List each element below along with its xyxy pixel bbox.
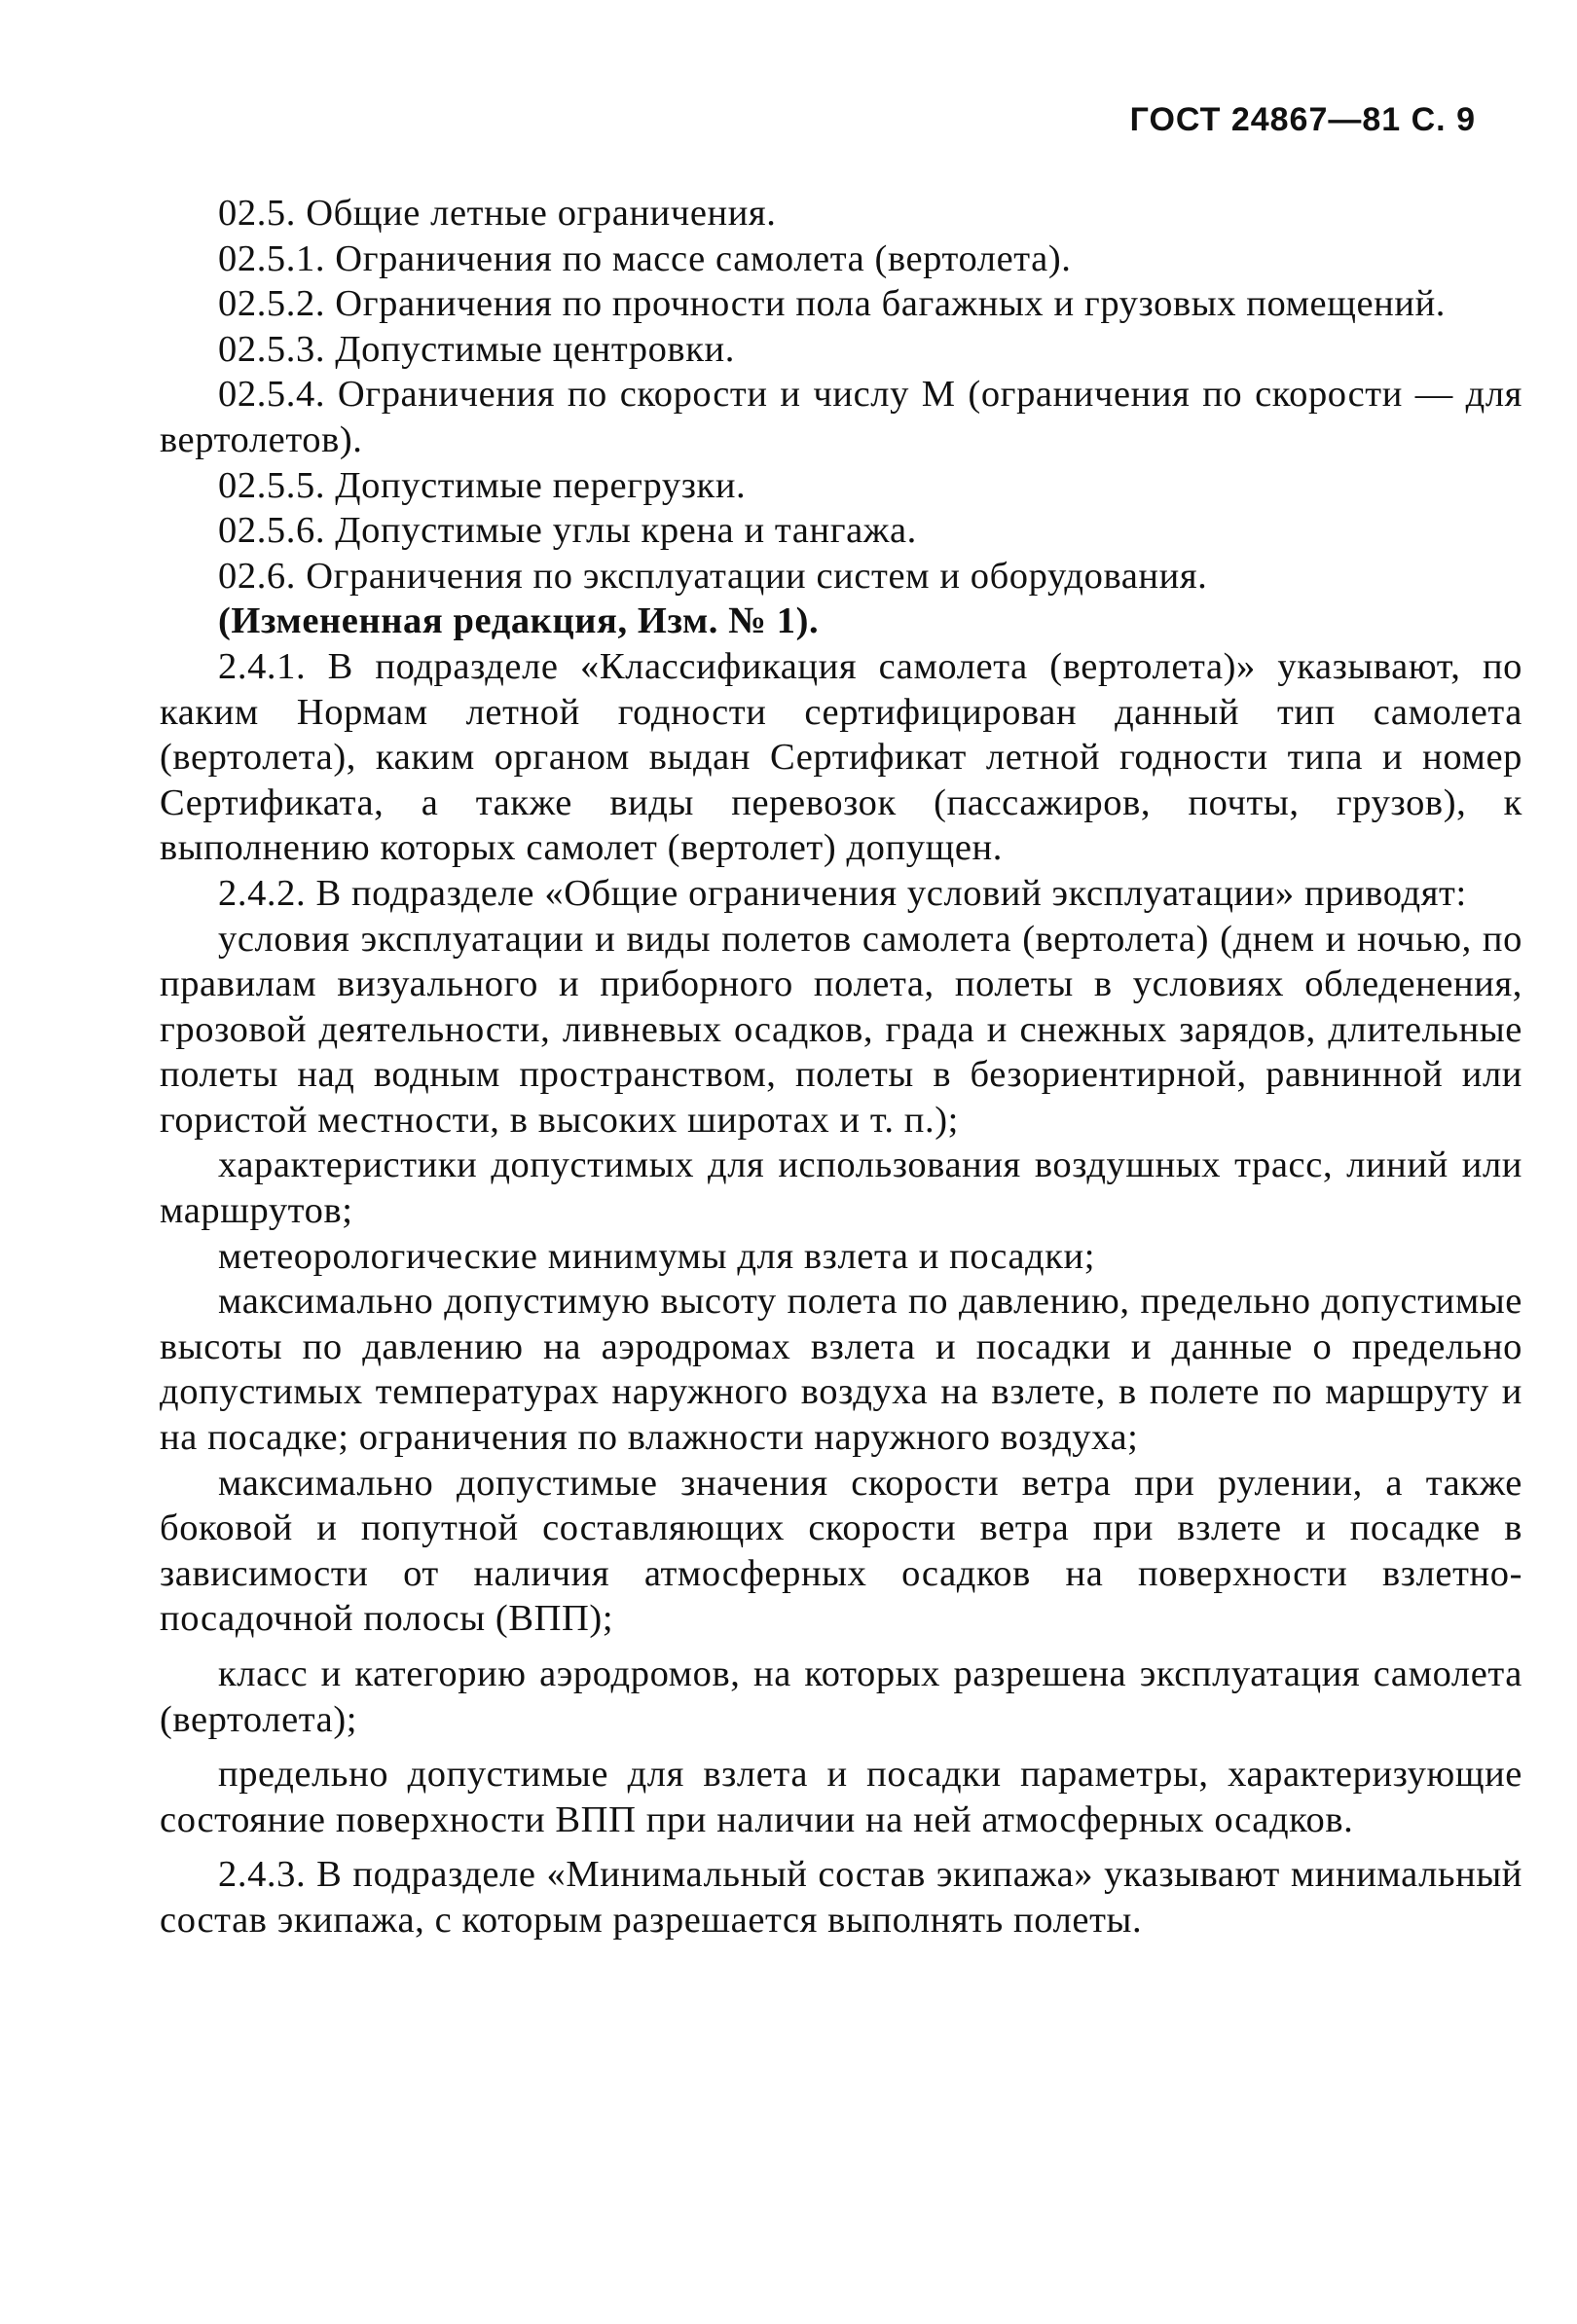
clause-2-4-1: 2.4.1. В подразделе «Классификация самолета (вертолета)» указывают, по каким Нормам летной годности сертифицирован данный тип самолета (вертолета), каким органом выдан Сертификат летной годности типа и номер Сертификата, а также виды перевозок (пассажиров, почты, грузов), к выполнению которых самолет (вертолет) допущен.	[160, 645, 1522, 869]
section-02-5-5: 02.5.5. Допустимые перегрузки.	[218, 464, 747, 506]
section-02-5-3: 02.5.3. Допустимые центровки.	[218, 328, 735, 370]
section-02-5-6: 02.5.6. Допустимые углы крена и тангажа.	[218, 510, 917, 552]
section-02-6: 02.6. Ограничения по эксплуатации систем и оборудования.	[218, 555, 1208, 597]
page-header: ГОСТ 24867—81 С. 9	[1129, 101, 1476, 138]
section-02-5-2: 02.5.2. Ограничения по прочности пола багажных и грузовых помещений.	[218, 283, 1447, 325]
list-item-wind: максимально допустимые значения скорости ветра при рулении, а также боковой и попутной составляющих скорости ветра при взлете и посадке в зависимости от наличия атмосферных осадков на поверхности взлетно-посадочной полосы (ВПП);	[160, 1462, 1522, 1640]
list-item-conditions: условия эксплуатации и виды полетов самолета (вертолета) (днем и ночью, по правилам визуального и приборного полета, полеты в условиях обледенения, грозовой деятельности, ливневых осадков, града и снежных зарядов, длительные полеты над водным пространством, полеты в безориентирной, равнинной или гористой местности, в высоких широтах и т. п.);	[160, 918, 1522, 1141]
list-item-routes: характеристики допустимых для использования воздушных трасс, линий или маршрутов;	[160, 1144, 1522, 1232]
clause-2-4-2: 2.4.2. В подразделе «Общие ограничения условий эксплуатации» приводят:	[218, 872, 1467, 914]
list-item-runway: предельно допустимые для взлета и посадки параметры, характеризующие состояние поверхности ВПП при наличии на ней атмосферных осадков.	[160, 1754, 1522, 1840]
clause-2-4-3: 2.4.3. В подразделе «Минимальный состав экипажа» указывают минимальный состав экипажа, с которым разрешается выполнять полеты.	[160, 1854, 1522, 1941]
amendment-note: (Измененная редакция, Изм. № 1).	[218, 600, 820, 642]
section-02-5-1: 02.5.1. Ограничения по массе самолета (вертолета).	[218, 237, 1072, 279]
list-item-minimums: метеорологические минимумы для взлета и посадки;	[218, 1235, 1096, 1277]
document-body	[160, 191, 1522, 1943]
list-item-altitude: максимально допустимую высоту полета по давлению, предельно допустимые высоты по давлению на аэродромах взлета и посадки и данные о предельно допустимых температурах наружного воздуха на взлете, в полете по маршруту и на посадке; ограничения по влажности наружного воздуха;	[160, 1281, 1522, 1459]
section-02-5-4: 02.5.4. Ограничения по скорости и числу М (ограничения по скорости — для вертолетов).	[160, 374, 1522, 460]
section-02-5: 02.5. Общие летные ограничения.	[218, 193, 777, 234]
list-item-aerodromes: класс и категорию аэродромов, на которых разрешена эксплуатация самолета (вертолета);	[160, 1653, 1522, 1740]
